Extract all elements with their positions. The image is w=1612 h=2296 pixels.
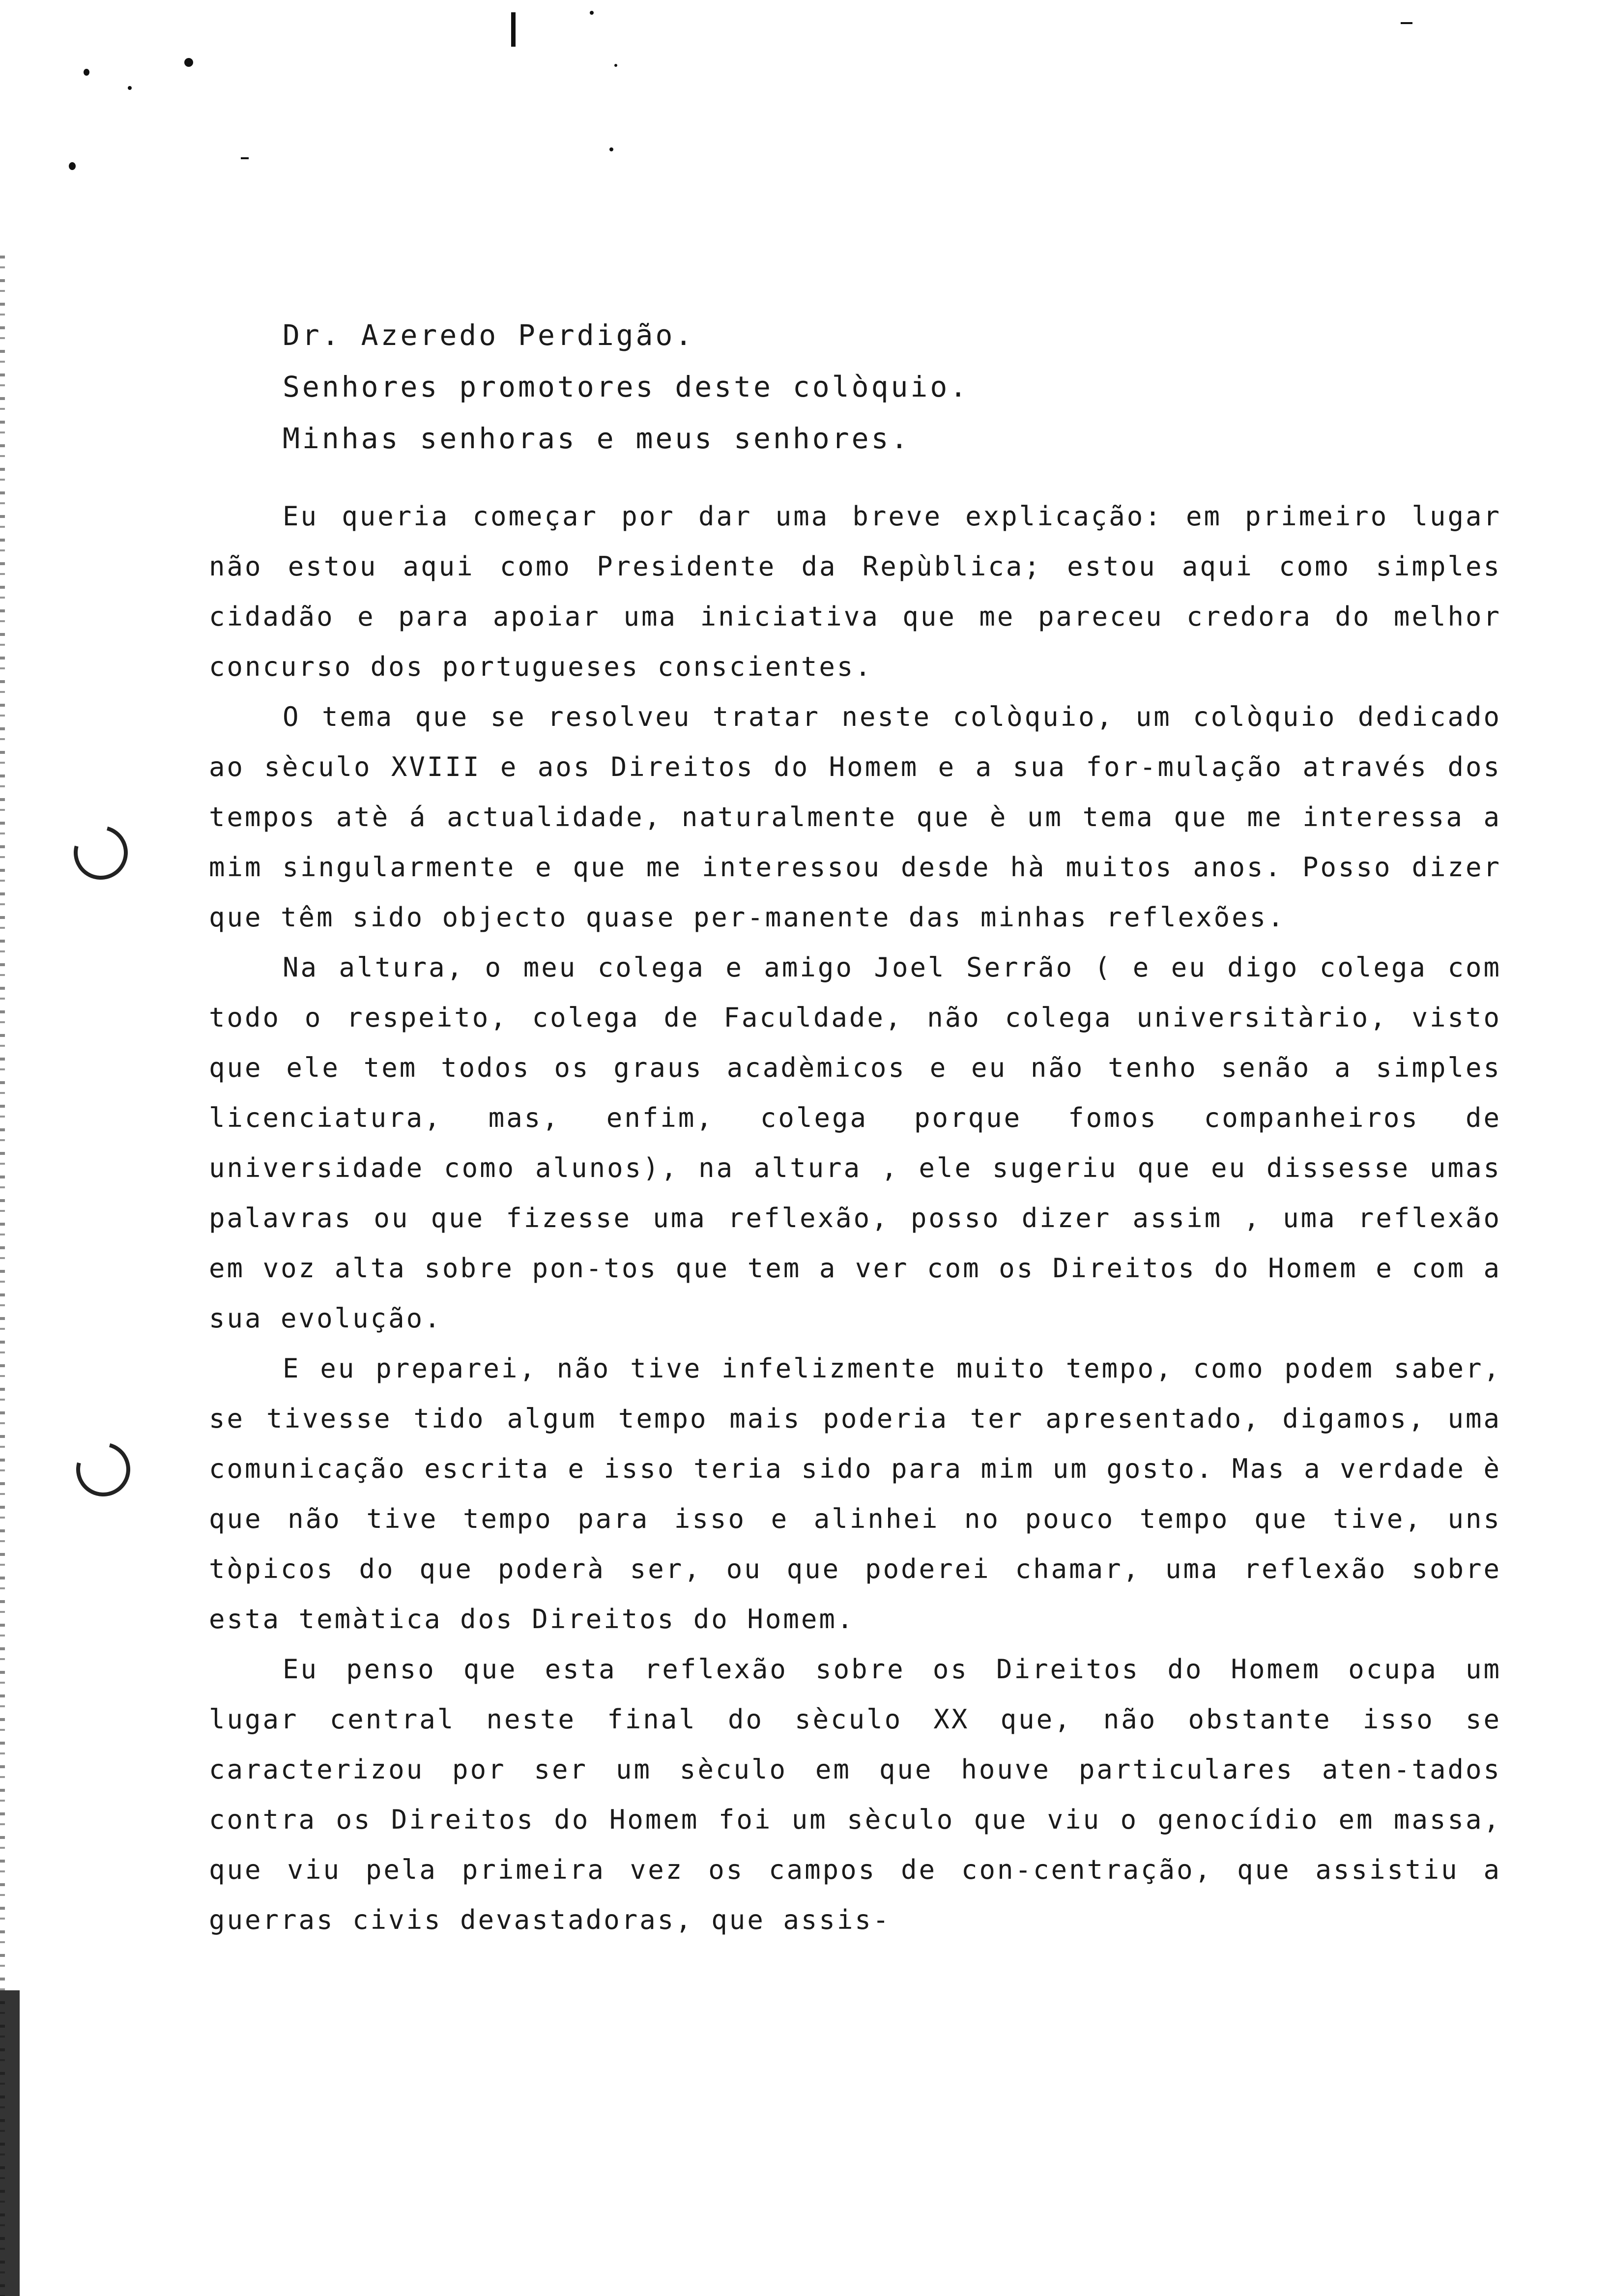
salutation-line: Dr. Azeredo Perdigão. [283, 318, 695, 352]
scan-speck [69, 162, 76, 170]
scan-speck [590, 11, 594, 15]
scan-speck [184, 58, 193, 67]
paragraph: Na altura, o meu colega e amigo Joel Serrão ( e eu digo colega com todo o respeito, colega de Faculdade, não colega universitàrio, visto que ele tem todos os graus acadèmicos e eu não tenho senão a simples licenciatura, mas, enfim, colega porque fomos companheiros de universidade como alunos), na altura , ele sugeriu que eu dissesse umas palavras ou que fizesse uma reflexão, posso dizer assim , uma reflexão em voz alta sobre pon-tos que tem a ver com os Direitos do Homem e com a sua evolução. [209, 952, 1501, 1334]
salutation-line: Minhas senhoras e meus senhores. [283, 422, 911, 455]
scan-speck [511, 12, 516, 47]
punch-hole-mark [64, 816, 138, 890]
scan-speck [84, 69, 89, 76]
speech-body [209, 491, 1501, 1945]
scan-speck [128, 86, 132, 90]
paragraph: Eu penso que esta reflexão sobre os Direitos do Homem ocupa um lugar central neste final do sèculo XX que, não obstante isso se caracterizou por ser um sèculo em que houve particulares aten-tados contra os Direitos do Homem foi um sèculo que viu o genocídio em massa, que viu pela primeira vez os campos de con-centração, que assistiu a guerras civis devastadoras, que assis- [209, 1654, 1501, 1935]
punch-hole-mark [66, 1433, 140, 1506]
paragraph: Eu queria começar por dar uma breve explicação: em primeiro lugar não estou aqui como Presidente da Repùblica; estou aqui como simples cidadão e para apoiar uma iniciativa que me pareceu credora do melhor concurso dos portugueses conscientes. [209, 501, 1501, 682]
scan-speck [614, 64, 617, 67]
paragraph: O tema que se resolveu tratar neste colòquio, um colòquio dedicado ao sèculo XVIII e aos Direitos do Homem e a sua for-mulação através dos tempos atè á actualidade, naturalmente que è um tema que me interessa a mim singularmente e que me interessou desde hà muitos anos. Posso dizer que têm sido objecto quase per-manente das minhas reflexões. [209, 701, 1501, 933]
scan-speck [609, 147, 613, 151]
salutation-line: Senhores promotores deste colòquio. [283, 370, 970, 403]
scan-speck [241, 157, 249, 159]
scan-edge-dark-strip [0, 1990, 20, 2296]
paragraph: E eu preparei, não tive infelizmente muito tempo, como podem saber, se tivesse tido algum tempo mais poderia ter apresentado, digamos, uma comunicação escrita e isso teria sido para mim um gosto. Mas a verdade è que não tive tempo para isso e alinhei no pouco tempo que tive, uns tòpicos do que poderà ser, ou que poderei chamar, uma reflexão sobre esta temàtica dos Direitos do Homem. [209, 1353, 1501, 1635]
scan-speck [1401, 22, 1412, 24]
salutation-block [283, 310, 969, 464]
